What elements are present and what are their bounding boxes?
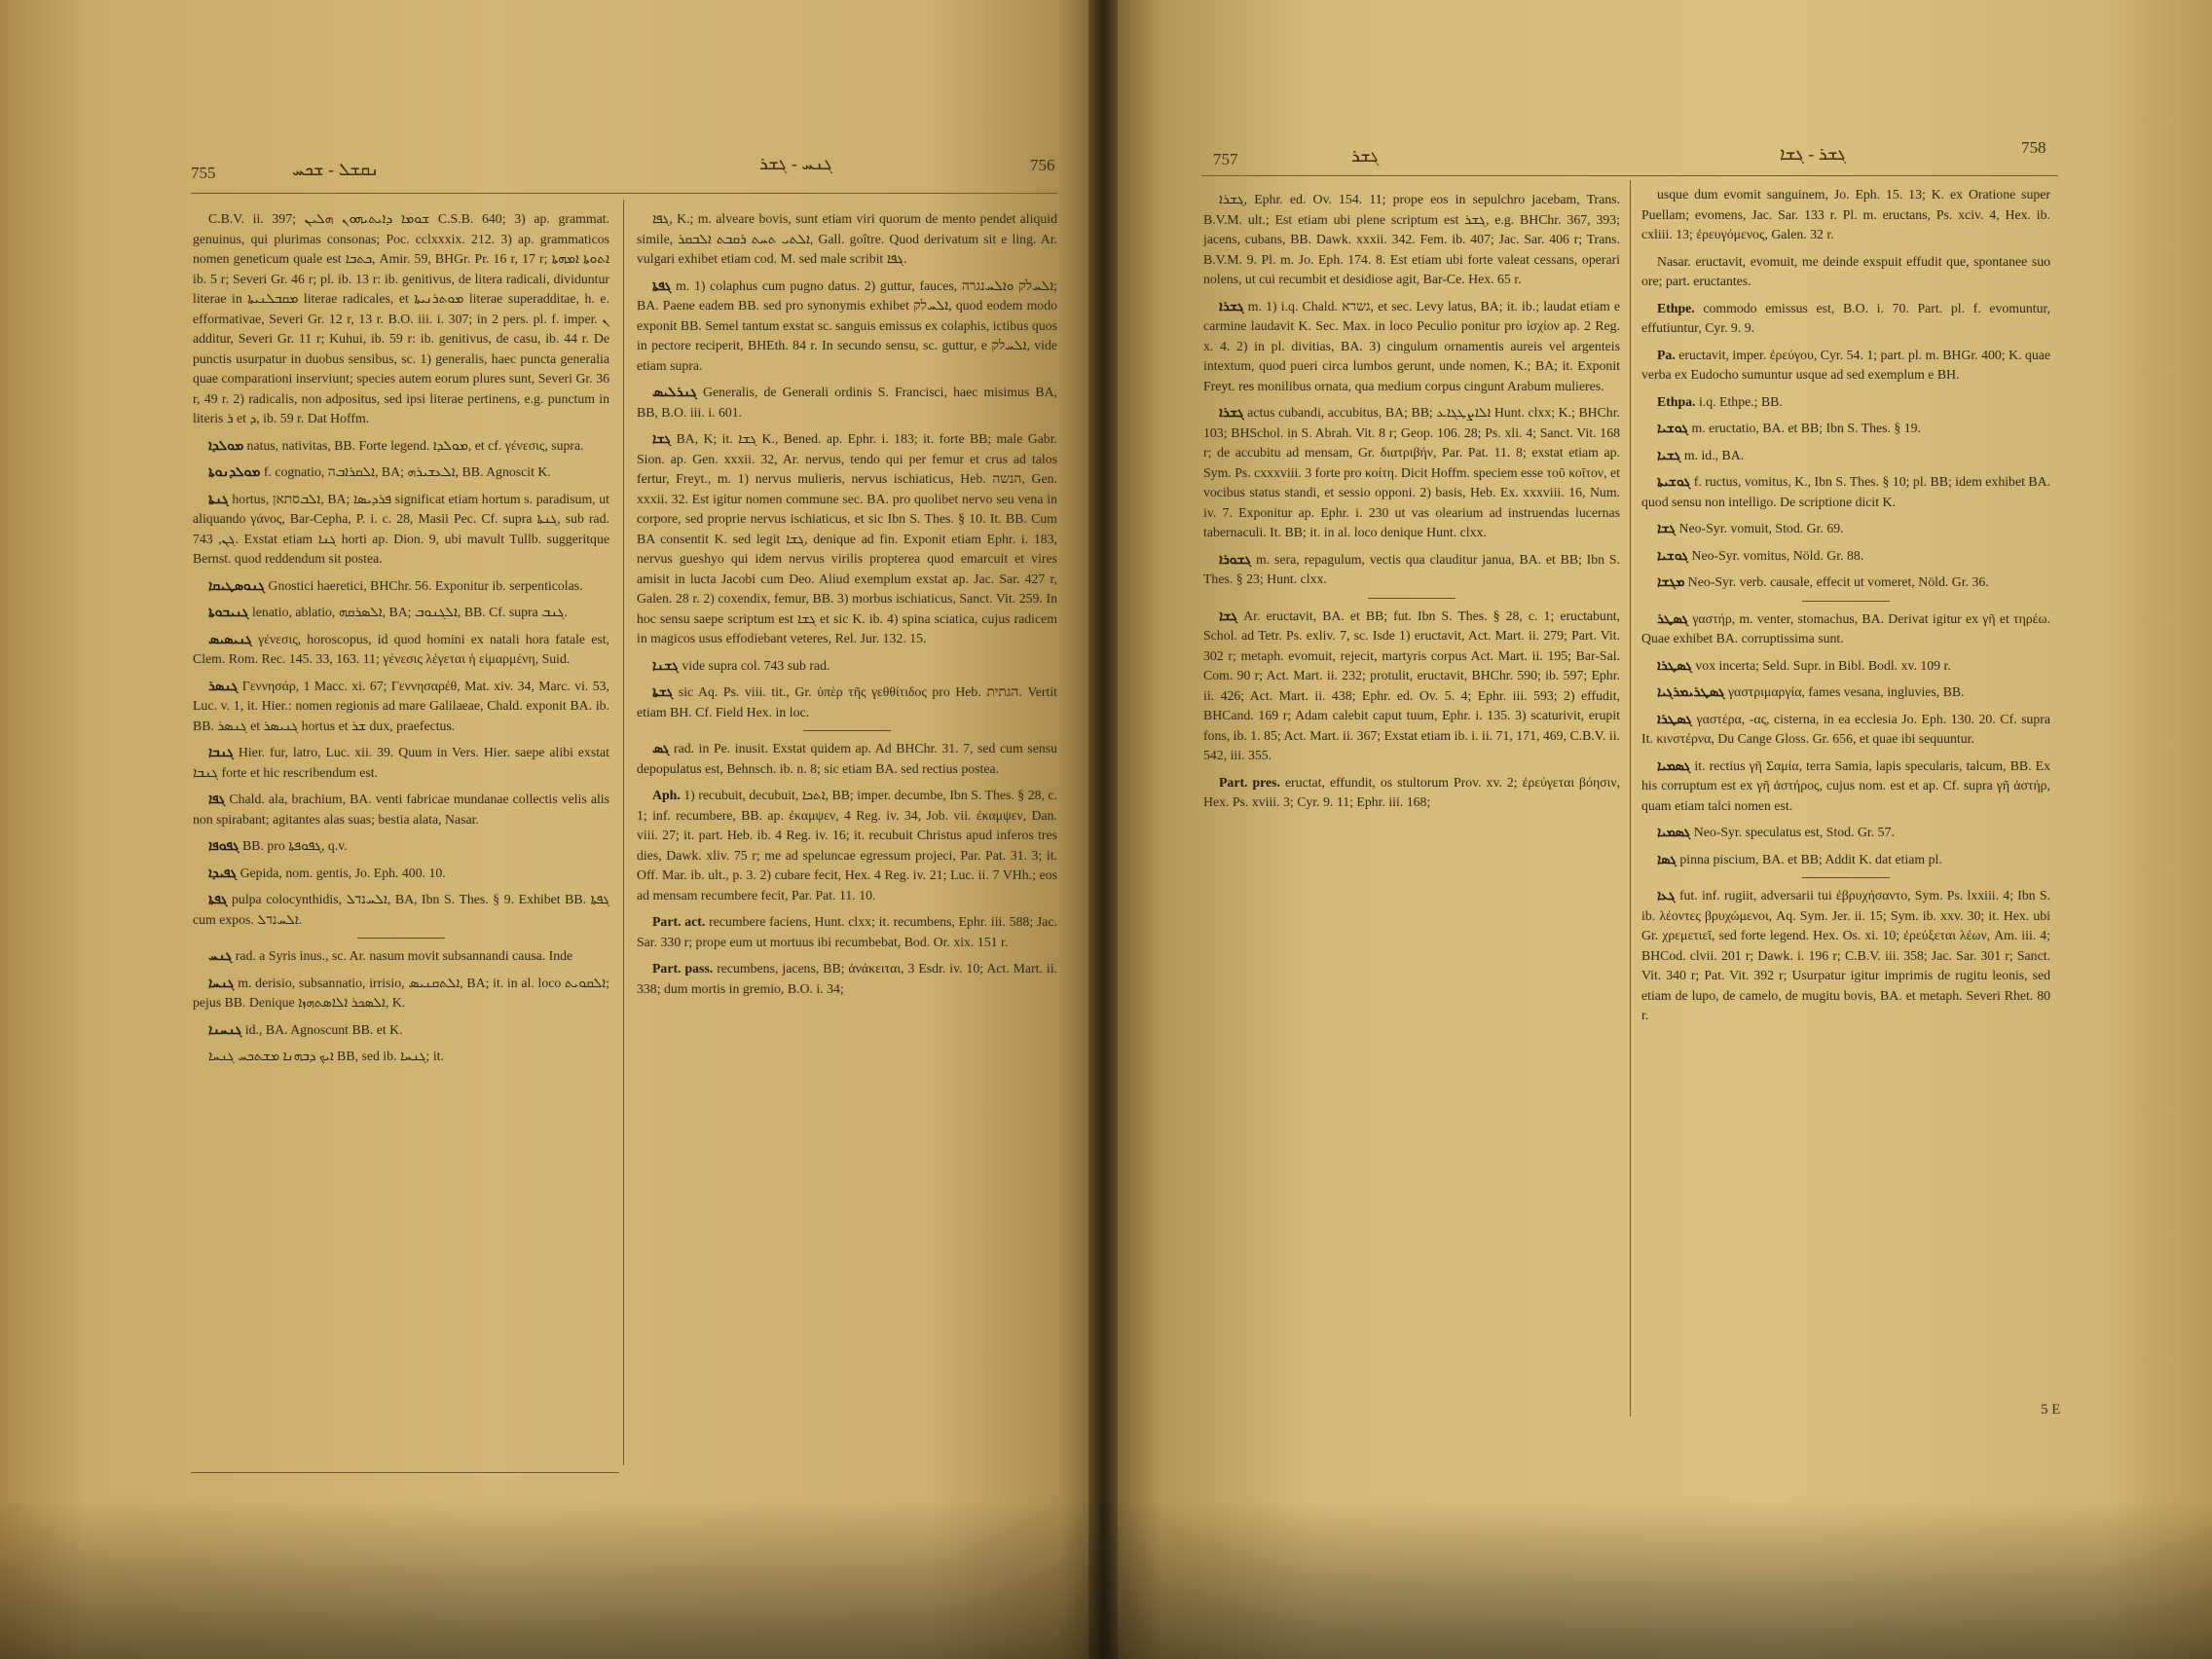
entry-text: Neo-Syr. vomitus, Nöld. Gr. 88. <box>1691 547 1864 563</box>
header-rule-right <box>1201 175 2058 176</box>
entry-lemma: ܓܦܬܐ <box>652 277 672 293</box>
dictionary-entry <box>1641 656 2050 677</box>
entry-lemma: ܓܢܚ <box>208 948 233 963</box>
dictionary-entry <box>1641 419 2050 439</box>
entry-text: pinna piscium, BA. et BB; Addit K. dat etiam pl. <box>1679 851 1942 866</box>
entry-lemma: ܓܫܪܐ <box>1219 298 1244 313</box>
entry-text: id., BA. Agnoscunt BB. et K. <box>244 1021 403 1037</box>
signature-mark: 5 E <box>2041 1402 2061 1418</box>
entry-text: Ar. eructavit, BA. et BB; fut. Ibn S. Thes. § 28, c. 1; eructabunt, Schol. ad Tetr. Ps. exliv. 7, sc. Isde 1) eructavit, Act. Mart. ii. 279; Part. Vit. 302 r; metaph. evomuit, rejecit, martyris corpus Act. Mart. ii. 195; Bar-Sal. Com. 90 r; Act. Mart. ii. 232; protulit, eructavit, BHChr. 590; ib. 597; Ephr. ii. 426; Act. Mart. ii. 438; Ephr. ed. Ov. 5. 4; Ephr. iii. 593; 2) effudit, BHCand. 169 r; Adam calebit caput tuum, Ephr. i. 135. 3) scaturivit, erupit fons, ib. 1. 85; Act. Mart. ii. 367; Exstat etiam ib. i. ii. 71, 171, 469, C.B.V. ii. 542, iii. 355. <box>1203 608 1620 762</box>
table-shadow <box>0 1499 2212 1659</box>
entry-text: ܓܦܐ, K.; m. alveare bovis, sunt etiam viri quorum de mento pendet aliquid simile, ܐܠܬܝ ܬܚܬ ܪܩܒܬ ܐܠܒܩܪ, Gall. goître. Quod derivatum sit e ling. Ar. vulgari exhibet etiam cod. M. sed male scribit ܓܦܐ. <box>637 211 1057 266</box>
entry-text: eructavit, imper. ἐρεύγου, Cyr. 54. 1; part. pl. m. BHGr. 400; K. quae verba ex Eudocho sumuntur usque ad sed exemplum e BH. <box>1641 347 2050 382</box>
entry-text: Gepida, nom. gentis, Jo. Eph. 400. 10. <box>240 865 446 880</box>
dictionary-entry <box>1641 823 2050 843</box>
entry-lemma: Part. act. <box>652 914 706 929</box>
section-separator <box>1368 598 1456 599</box>
entry-text: i.q. Ethpe.; BB. <box>1698 393 1783 409</box>
entry-text: vide supra col. 743 sub rad. <box>682 657 830 673</box>
entry-text: BA, K; it. ܓܫܐ K., Bened. ap. Ephr. i. 183; it. forte BB; male Gabr. Sion. ap. Gen. xxxii. 32, Ar. nervus, tendo qui per femur et crus ad talos fertur, Freyt., m. 1) nervus mulieris, nervus ischiaticus, Heb. הנשה, Gen. xxxii. 32. Est igitur nomen commune sec. BA. pro quolibet nervo seu vena in corpore, sed proprie nervus ischiaticus, et sic Ibn S. Thes. § 10. It. BB. Cum BA consentit K. sed legit ܓܫܐ, denique ad fin. Exponit etiam Ephr. i. 183, nervus gueshyo qui idem nervus virilis propterea quod emarcuit et vires amisit in lucta Jacobi cum Deo. Aliud exemplum exstat ap. Jac. Sar. 427 r, Galen. 28 r. 2) coxendix, femur, BB. 3) morbus ischiaticus, Sanct. Vit. 259. In hoc sensu saepe scriptum est ܓܫܐ et sic K. ib. 4) spina sciatica, cujus radicem in magicos usus effodiebant veteres, Rel. Jur. 132. 15. <box>637 431 1057 645</box>
dictionary-entry <box>193 1020 609 1041</box>
dictionary-entry <box>1641 252 2050 292</box>
entry-text: actus cubandi, accubitus, BA; BB; ܐܠܐܨܛܓܐܥ Hunt. clxx; K.; BHChr. 103; BHSchol. in S. Abrah. Vit. 8 r; Geop. 106. 28; Ps. xli. 4; Sanct. Vit. 168 r; de accubitu ad mensam, Gr. διατριβήν, Par. Pat. 11. 8; exstat etiam ap. Sym. Ps. cxxxviii. 3 forte pro κοίτη. Dicit Hoffm. speciem esse τοῦ κοῖτον, et vocibus status standi, et sessio opponi. 2) basis, Heb. Ex. xxxviii. 16, Num. iv. 7. Exponitur ap. Ephr. i. 230 ut vas olearium ad instruendas lucernas tabernaculi. It. BB; it. in al. loco denique Hunt. clxx. <box>1203 405 1620 539</box>
entry-lemma: ܓܣܐ <box>1657 851 1677 866</box>
page-number-757: 757 <box>1213 150 1238 168</box>
entry-lemma: ܓܫܢܐ <box>652 657 679 673</box>
entry-lemma: ܡܘܠܕܢܘܬܐ <box>208 464 261 479</box>
column-756 <box>637 209 1057 1484</box>
entry-text: rad. a Syris inus., sc. Ar. nasum movit subsannandi causa. Inde <box>235 948 573 963</box>
entry-lemma: ܓܣܛܪܝܡܪܓܝܐ <box>1657 684 1725 699</box>
page-number-756: 756 <box>1030 156 1055 174</box>
header-rule-left <box>191 193 1057 194</box>
entry-text: m. 1) colaphus cum pugno datus. 2) guttur, fauces, ܐܠܚלק ܘܐܠܚנגרה; BA. Paene eadem BB. sed pro synonymis exhibet ܐܠܚלק, quod eodem modo exponit BB. Semel tantum exstat sc. sanguis emissus ex colaphis, ictibus quos in pectore reciperit, BHEth. 84 r. In secundo sensu, sc. guttur, e ܐܠܚלק, vide etiam supra. <box>637 277 1057 373</box>
entry-text: lenatio, ablatio, ܐܠܣܪܩܗ, BA; ܐܠܓܢܘܒ, BB. Cf. supra ܓܢܒ. <box>251 605 568 619</box>
entry-text: natus, nativitas, BB. Forte legend. ܡܘܠܕܐ, et cf. γένεσις, supra. <box>246 437 584 453</box>
entry-lemma: Ethpe. <box>1657 300 1695 315</box>
dictionary-entry <box>193 790 609 830</box>
dictionary-entry <box>193 462 609 483</box>
right-page <box>1118 0 2212 1659</box>
column-rule-right <box>1630 180 1631 1417</box>
entry-lemma: ܓܢܪܠܝܣ <box>652 385 697 399</box>
entry-text: recumbere faciens, Hunt. clxx; it. recumbens, Ephr. iii. 588; Jac. Sar. 330 r; prope eum ut mortuus ibi recumbebat, Bod. Or. xix. 151 r. <box>637 914 1057 949</box>
entry-text: m. sera, repagulum, vectis qua clauditur janua, BA. et BB; Ibn S. Thes. § 23; Hunt. clxx. <box>1203 551 1620 586</box>
entry-lemma: ܓܥܐ <box>1657 888 1676 903</box>
entry-text: C.B.V. ii. 397; ܫܘܡܐ ܕܐܝܬܝܗܘܢ ܗܠܝܢ C.S.B. 640; 3) ap. grammat. genuinus, qui plurimas consonas; Poc. cclxxxix. 212. 3) ap. grammaticos nomen geneticum quale est ܟܬܒܐ, Amir. 59, BHGr. Pr. 16 r, 17 r; ܐܬܘܬܐ ܐܡܗܬܐ ib. 5 r; Severi Gr. 46 r; pl. ib. 13 r: ib. genitivus, de litera radicali, dividuntur literae in ܡܩܒܠܢܝܬܐ literae radicales, et ܡܘܬܪܢܝܬܐ literae superadditae, h. e. efformativae, Severi Gr. 12 r, 13 r. B.O. iii. i. 307; in 2 pers. pl. f. imper. ܢ additur, Severi Gr. 11 r; Kuhui, ib. 59 r: ib. genitivus, de casu, ib. 44 r. De punctis usurpatur in duobus sensibus, sc. 1) generalis, haec puncta generalia quae comparationi inserviunt; species autem eorum plures sunt, Severi Gr. 36 r, 49 r. 2) radicalis, non adpositus, sed ipsi literae pertinens, e.g. punctum in literis ܪ et ܕ, ib. 59 r. Dat Hoffm. <box>193 211 609 425</box>
entry-text: usque dum evomit sanguinem, Jo. Eph. 15. 13; K. ex Oratione super Puellam; evomens, Jac. Sar. 133 r. Pl. m. eructans, Ps. xciv. 4, Hex. ib. cxliii. 13; ἐρευγόμενος, Galen. 32 r. <box>1641 187 2050 241</box>
dictionary-entry <box>193 743 609 783</box>
entry-lemma: ܡܓܫܐ <box>1657 574 1685 589</box>
entry-lemma: Part. pres. <box>1219 774 1280 790</box>
dictionary-entry <box>193 946 609 967</box>
entry-lemma: ܓܫܝܐ <box>1657 447 1681 462</box>
entry-lemma: ܓܢܣܪ <box>208 678 239 693</box>
dictionary-entry <box>193 974 609 1014</box>
entry-lemma: Ethpa. <box>1657 393 1696 409</box>
section-separator <box>1802 601 1890 602</box>
dictionary-entry <box>1641 185 2050 245</box>
entry-text: f. ructus, vomitus, K., Ibn S. Thes. § 10; pl. BB; idem exhibet BA. quod sensu non intelligo. De scriptione dicit K. <box>1641 474 2050 509</box>
section-separator <box>803 730 891 731</box>
entry-lemma: ܓܘܫܝܐ <box>1657 547 1689 563</box>
entry-text: Generalis, de Generali ordinis S. Francisci, haec misimus BA, BB, B.O. iii. i. 601. <box>637 385 1057 420</box>
entry-text: Neo-Syr. verb. causale, effecit ut vomeret, Nöld. Gr. 36. <box>1687 574 1989 589</box>
dictionary-entry <box>1641 756 2050 817</box>
entry-text: f. cognatio, ܐܠܩܪܐܒה, BA; ܐܠܥܫܝܪܗ, BB. Agnoscit K. <box>263 464 551 479</box>
entry-text: vox incerta; Seld. Supr. in Bibl. Bodl. xv. 109 r. <box>1695 657 1951 673</box>
dictionary-entry <box>193 490 609 570</box>
entry-text: pulpa colocynthidis, ܐܠܚנדܠ, BA, Ibn S. Thes. § 9. Exhibet BB. ܓܦܬܐ cum expos. ܐܠܚנדܠ. <box>193 892 609 927</box>
dictionary-entry <box>1641 546 2050 567</box>
dictionary-entry <box>1641 299 2050 339</box>
dictionary-entry <box>637 912 1057 952</box>
dictionary-entry <box>1641 609 2050 649</box>
entry-lemma: ܓܘܫܝܬܐ <box>1657 474 1691 489</box>
entry-lemma: ܓܢܝܒܘܬܐ <box>208 605 249 619</box>
entry-lemma: ܓܦܐ <box>208 792 226 806</box>
column-758 <box>1641 185 2050 1406</box>
running-head-755: ܢܩܫܠ - ܫܟܚ <box>292 160 380 179</box>
entry-lemma: ܓܫܐ <box>652 431 672 446</box>
dictionary-entry <box>1641 392 2050 413</box>
entry-text: hortus, ܐܠܒסתאן, BA; ܦܪܕܝܣܐ significat etiam hortum s. paradisum, ut aliquando γάνος, Bar-Cepha, P. i. c. 28, Masii Pec. Cf. supra ܓܢܬܐ, sub rad. ܓܢ, 743. Exstat etiam ܓܢܐ horti ap. Dion. 9, ubi mavult Tullb. suggeritque Bernst. quod reddendum sit postea. <box>193 491 609 566</box>
entry-text: Gnostici haeretici, BHChr. 56. Exponitur ib. serpenticolas. <box>268 577 583 593</box>
entry-text: it. rectius γῆ Σαμία, terra Samia, lapis specularis, talcum, BB. Ex his corruptum est ex γῆ ἀστήρος, cujus nom. est et ap. Cf. supra γῆ ἀστήρ, quam etiam talci nomen est. <box>1641 757 2050 813</box>
dictionary-entry <box>637 959 1057 999</box>
entry-text: ܐܝܟ ܕܒܗܢܐ ܡܫܬܟܚ ܓܢܚܐ BB, sed ib. ܓܢܚܐ; it. <box>208 1049 444 1063</box>
entry-text: commodo emissus est, B.O. i. 70. Part. pl. f. evomuntur, effutiuntur, Cyr. 9. 9. <box>1641 300 2050 335</box>
dictionary-entry <box>637 786 1057 905</box>
dictionary-entry <box>193 677 609 737</box>
entry-text: Γεννησάρ, 1 Macc. xi. 67; Γεννησαρέθ, Mat. xiv. 34, Marc. vi. 53, Luc. v. 1, it. Hier.: nomen regionis ad mare Galilaeae, Chald. exponit BA. ib. BB. ܓܢܣܪ et ܓܢܝܣܪ hortus et ܫܪ dux, praefectus. <box>193 678 609 733</box>
entry-lemma: ܓܢܝܣܝܣ <box>208 631 252 646</box>
entry-text: recumbens, jacens, BB; ἀνάκειται, 3 Esdr. iv. 10; Act. Mart. ii. 338; dum mortis in gremio, B.O. i. 34; <box>637 961 1057 996</box>
dictionary-entry <box>637 656 1057 677</box>
entry-lemma: Aph. <box>652 788 681 802</box>
dictionary-entry <box>193 209 609 429</box>
running-head-758: ܓܫܪ - ܓܫܐ <box>1780 144 1847 164</box>
dictionary-entry <box>193 576 609 597</box>
entry-text: m. id., BA. <box>1683 447 1745 462</box>
dictionary-entry <box>193 890 609 930</box>
dictionary-entry <box>1641 446 2050 466</box>
dictionary-entry <box>1641 472 2050 512</box>
entry-lemma: ܓܢܒܐ <box>208 745 235 759</box>
entry-lemma: Pa. <box>1657 347 1676 362</box>
entry-text: Neo-Syr. vomuit, Stod. Gr. 69. <box>1678 521 1844 535</box>
running-head-756: ܓܢܚ - ܓܫܪ <box>759 154 833 173</box>
dictionary-entry <box>1641 682 2050 703</box>
running-head-757: ܓܫܪ <box>1351 146 1380 166</box>
dictionary-entry <box>637 682 1057 722</box>
entry-text: γαστέρα, -ας, cisterna, in ea ecclesia Jo. Eph. 130. 20. Cf. supra It. κινστέρνα, Du Cange Gloss. Gr. 656, et quae ibi sequuntur. <box>1641 711 2050 746</box>
entry-lemma: ܓܫܐ <box>1657 521 1677 535</box>
entry-lemma: ܓܫܐ <box>1219 608 1238 623</box>
section-separator <box>357 938 445 939</box>
entry-lemma: ܓܫܬܐ <box>652 684 674 699</box>
dictionary-entry <box>1203 297 1620 397</box>
dictionary-entry <box>637 276 1057 377</box>
entry-lemma: ܓܣ <box>652 741 670 756</box>
entry-lemma: ܡܘܠܕܐ <box>208 437 244 453</box>
entry-text: ܓܫܪܐ, Ephr. ed. Ov. 154. 11; prope eos in sepulchro jacebam, Trans. B.V.M. ult.; Est etiam ubi plene scriptum est ܓܫܪ, e.g. BHChr. 367, 393; jacens, cubans, BB. Dawk. xxxii. 342. Fem. ib. 407; Jac. Sar. 406 r; Trans. B.V.M. 9. Pl. m. Jo. Eph. 174. 8. Est etiam ubi forte valeat cessans, operari nolens, ut cui recumbit et desidiose agit, Bar-Ce. Hex. 65 r. <box>1203 192 1620 286</box>
entry-lemma: ܓܢܚܢܐ <box>208 1021 242 1037</box>
entry-text: Chald. ala, brachium, BA. venti fabricae mundanae collectis velis alis non spirabant; agitantes alas suas; bestia alata, Nasar. <box>193 792 609 827</box>
entry-text: BB. pro ܓܦܘܦܬܐ, q.v. <box>242 838 348 853</box>
column-rule-left <box>623 200 624 1465</box>
dictionary-entry <box>193 836 609 857</box>
dictionary-entry <box>637 209 1057 270</box>
entry-lemma: ܓܘܫܝܐ <box>1657 421 1689 435</box>
dictionary-entry <box>1641 850 2050 870</box>
entry-text: γαστήρ, m. venter, stomachus, BA. Derivat igitur ex γῆ et τηρέω. Quae exhibet BA. corruptissima sunt. <box>1641 610 2050 645</box>
entry-lemma: ܓܫܘܪܐ <box>1219 551 1252 567</box>
dictionary-entry <box>193 1047 609 1067</box>
dictionary-entry <box>1641 710 2050 750</box>
entry-text: 1) recubuit, decubuit, ܐܬܟܐ, BB; imper. decumbe, Ibn S. Thes. § 28, c. 1; inf. recumbere, BB. ap. ἐκαμψεν, 4 Reg. iv. 34, Job. vii. ἐκαμψεν, Dan. viii. 27; it. part. Heb. ib. 4 Reg. iv. 16; it. recubuit Christus apud inferos tres dies, Dawk. xliv. 75 r; me ad speluncae egressum projeci, Par. Pat. 31. 3; it. Off. Mar. ib. ult., p. 3. 2) cubare fecit, Hex. 4 Reg. iv. 21; Luc. ii. 7 VHh.; eos ad mensam recumbere fecit, Par. Pat. 11. 10. <box>637 788 1057 903</box>
dictionary-entry <box>1641 519 2050 539</box>
entry-text: Nasar. eructavit, evomuit, me deinde exspuit effudit que, spontanee suo ore; part. eructantes. <box>1641 253 2050 288</box>
dictionary-entry <box>637 429 1057 649</box>
entry-lemma: ܓܣܡܝܐ <box>1657 757 1691 773</box>
section-separator <box>1802 877 1890 878</box>
entry-lemma: ܓܢܘܣܛܝܩܐ <box>208 577 266 593</box>
dictionary-entry <box>1641 572 2050 593</box>
entry-lemma: Part. pass. <box>652 961 714 976</box>
entry-text: eructat, effundit, os stultorum Prov. xv. 2; ἐρεύγεται βόησιν, Hex. Ps. xviii. 3; Cyr. 9. 11; Ephr. iii. 168; <box>1203 774 1620 809</box>
dictionary-entry <box>193 864 609 884</box>
dictionary-entry <box>193 436 609 457</box>
entry-text: m. 1) i.q. Chald. גשרא, et sec. Levy latus, BA; it. ib.; laudat etiam e carmine laudavit K. Sec. Max. in loco Peculio ponitur pro ἰσχίον ap. 2 Reg. x. 4. 2) in pl. divitias, BA. 3) cingulum ornamentis aureis vel argenteis intextum, quod pueri circa lumbos gerunt, unde nomen, K.; BA; it. Exponit Freyt. res monilibus ornata, qua medium corpus cingunt Arabum mulieres. <box>1203 298 1620 393</box>
entry-text: fut. inf. rugiit, adversarii tui ἐβρυχήσαντο, Sym. Ps. lxxiii. 4; Ibn S. ib. λέοντες βρυχώμενοι, Aq. Sym. Jer. ii. 15; Sym. ib. xxv. 30; it. Hex. ubi Gr. χρεμετιεῖ, sed forte legend. Hex. Os. xi. 10; ἐρεύξεται λέων, Am. iii. 4; BHCod. clvii. 201 r; Dawk. i. 196 r; C.B.V. iii. 358; Jac. Sar. 301 r; Sanct. Vit. 340 r; Pat. Vit. 392 r; Usurpatur igitur imprimis de rugitu leonis, sed etiam de lupo, de camelo, de mugitu bovis, BA. et metaph. Severi Rhet. 80 r. <box>1641 888 2050 1022</box>
column-757 <box>1203 190 1620 1484</box>
entry-text: sic Aq. Ps. viii. tit., Gr. ὑπὲρ τῆς γεθθίτιδος pro Heb. הגתית. Vertit etiam BH. Cf. Field Hex. in loc. <box>637 684 1057 719</box>
dictionary-entry <box>1641 346 2050 386</box>
dictionary-entry <box>1203 550 1620 590</box>
entry-lemma: ܓܢܚܐ <box>208 975 235 990</box>
dictionary-entry <box>637 739 1057 779</box>
entry-lemma: ܓܣܛܪܐ <box>1657 711 1692 726</box>
dictionary-entry <box>637 383 1057 423</box>
left-page <box>0 0 1092 1659</box>
entry-lemma: ܓܢܬܐ <box>208 491 229 506</box>
page-number-755: 755 <box>191 164 216 182</box>
dictionary-entry <box>1641 886 2050 1026</box>
entry-text: γαστριμαργία, fames vesana, ingluvies, BB. <box>1728 684 1965 699</box>
dictionary-entry <box>193 603 609 623</box>
entry-lemma: ܓܦܝܕܐ <box>208 865 238 880</box>
entry-lemma: ܓܫܪܐ <box>1219 405 1244 420</box>
entry-text: Hier. fur, latro, Luc. xii. 39. Quum in Vers. Hier. saepe alibi exstat ܓܢܒܐ forte et hic rescribendum est. <box>193 745 609 780</box>
dictionary-entry <box>1203 190 1620 290</box>
entry-lemma: ܓܦܬܐ <box>208 892 228 906</box>
page-number-758: 758 <box>2021 138 2046 157</box>
dictionary-entry <box>1203 607 1620 766</box>
entry-text: rad. in Pe. inusit. Exstat quidem ap. Ad BHChr. 31. 7, sed cum sensu depopulatus est, Behnsch. ib. n. 8; sic etiam BA. sed rectius postea. <box>637 741 1057 776</box>
dictionary-entry <box>193 630 609 670</box>
entry-lemma: ܓܣܛܪ <box>1657 610 1689 626</box>
entry-lemma: ܓܦܘܦܐ <box>208 838 240 853</box>
entry-text: m. eructatio, BA. et BB; Ibn S. Thes. § 19. <box>1691 421 1921 435</box>
column-755 <box>193 209 609 1484</box>
entry-text: m. derisio, subsannatio, irrisio, ܐܠܬܩܢܝܣ, BA; it. in al. loco ܐܠܩܘܝܬ; pejus BB. Denique ܐܠܣܟܪ ܐܠܐܣܬܗܙܐ, K. <box>193 975 609 1010</box>
dictionary-entry <box>1203 403 1620 543</box>
book-gutter <box>1088 0 1122 1659</box>
dictionary-entry <box>1203 773 1620 813</box>
entry-lemma: ܓܣܡܝܐ <box>1657 825 1691 839</box>
entry-text: Neo-Syr. speculatus est, Stod. Gr. 57. <box>1693 825 1895 839</box>
entry-text: γένεσις, horoscopus, id quod homini ex natali hora fatale est, Clem. Rom. Rec. 145. 33, 163. 11; γένεσις λέγεται ἡ εἱμαρμένη, Suid. <box>193 631 609 666</box>
entry-lemma: ܓܣܛܪܐ <box>1657 657 1692 673</box>
